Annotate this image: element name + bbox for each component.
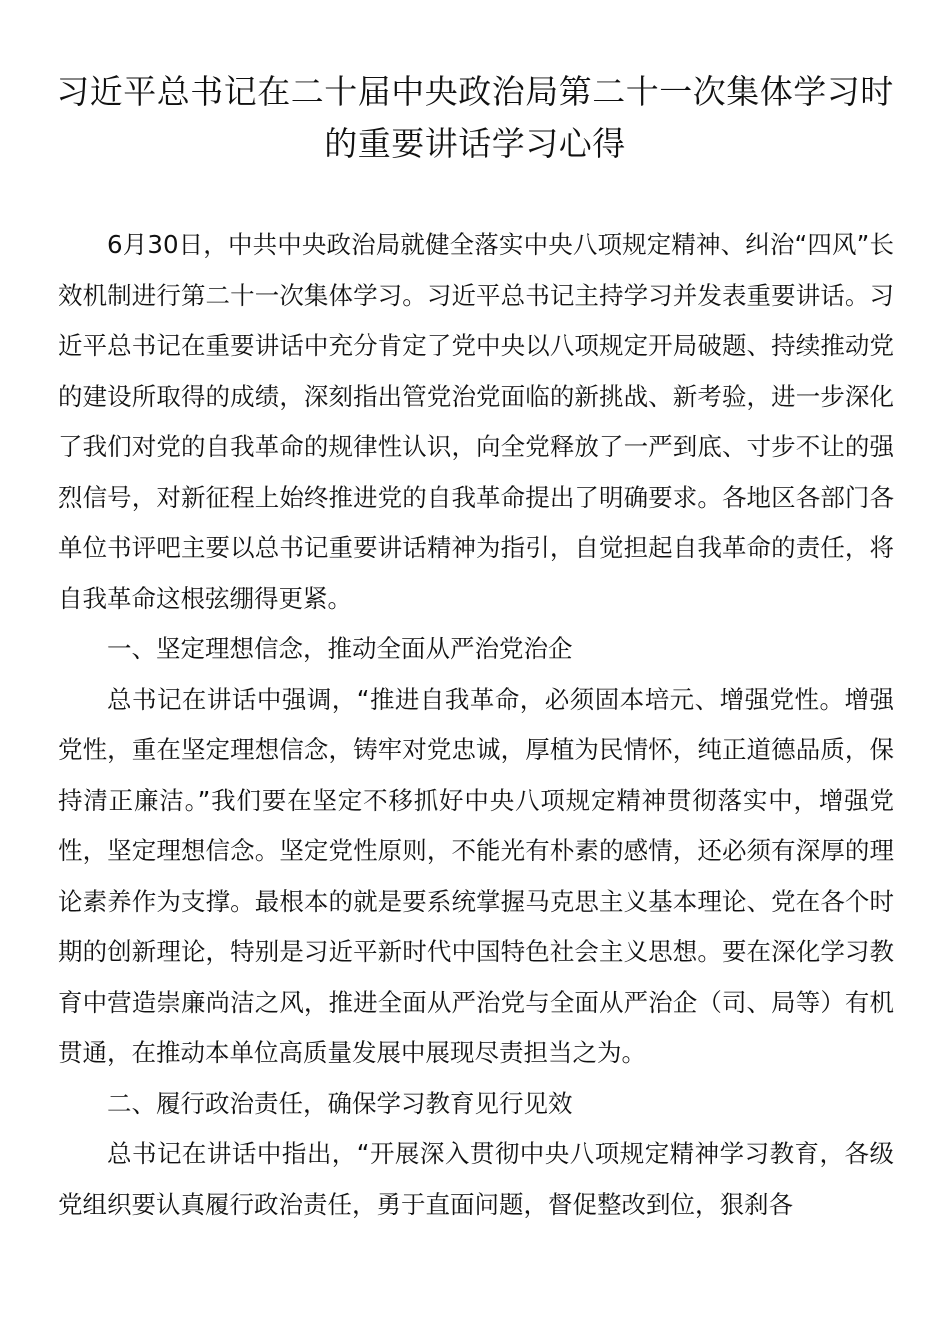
document-body bbox=[58, 220, 894, 1230]
section-heading-1: 一、坚定理想信念，推动全面从严治党治企 bbox=[107, 634, 573, 663]
paragraph-section-1: 总书记在讲话中强调，“推进自我革命，必须固本培元、增强党性。增强党性，重在坚定理想信念，铸牢对党忠诚，厚植为民情怀，纯正道德品质，保持清正廉洁。”我们要在坚定不移抓好中央八项规定精神贯彻落实中，增强党性，坚定理想信念。坚定党性原则，不能光有朴素的感情，还必须有深厚的理论素养作为支撑。最根本的就是要系统掌握马克思主义基本理论、党在各个时期的创新理论，特别是习近平新时代中国特色社会主义思想。要在深化学习教育中营造崇廉尚洁之风，推进全面从严治党与全面从严治企（司、局等）有机贯通，在推动本单位高质量发展中展现尽责担当之为。 bbox=[58, 684, 894, 1067]
document-title: 习近平总书记在二十届中央政治局第二十一次集体学习时的重要讲话学习心得 bbox=[56, 72, 894, 163]
paragraph-intro: 6月30日，中共中央政治局就健全落实中央八项规定精神、纠治“四风”长效机制进行第二十一次集体学习。习近平总书记主持学习并发表重要讲话。习近平总书记在重要讲话中充分肯定了党中央以八项规定开局破题、持续推动党的建设所取得的成绩，深刻指出管党治党面临的新挑战、新考验，进一步深化了我们对党的自我革命的规律性认识，向全党释放了一严到底、寸步不让的强烈信号，对新征程上始终推进党的自我革命提出了明确要求。各地区各部门各单位书评吧主要以总书记重要讲话精神为指引，自觉担起自我革命的责任，将自我革命这根弦绷得更紧。 bbox=[58, 230, 894, 613]
paragraph-section-2: 总书记在讲话中指出，“开展深入贯彻中央八项规定精神学习教育，各级党组织要认真履行政治责任，勇于直面问题，督促整改到位，狠刹各 bbox=[58, 1139, 894, 1219]
section-heading-2: 二、履行政治责任，确保学习教育见行见效 bbox=[107, 1088, 573, 1118]
